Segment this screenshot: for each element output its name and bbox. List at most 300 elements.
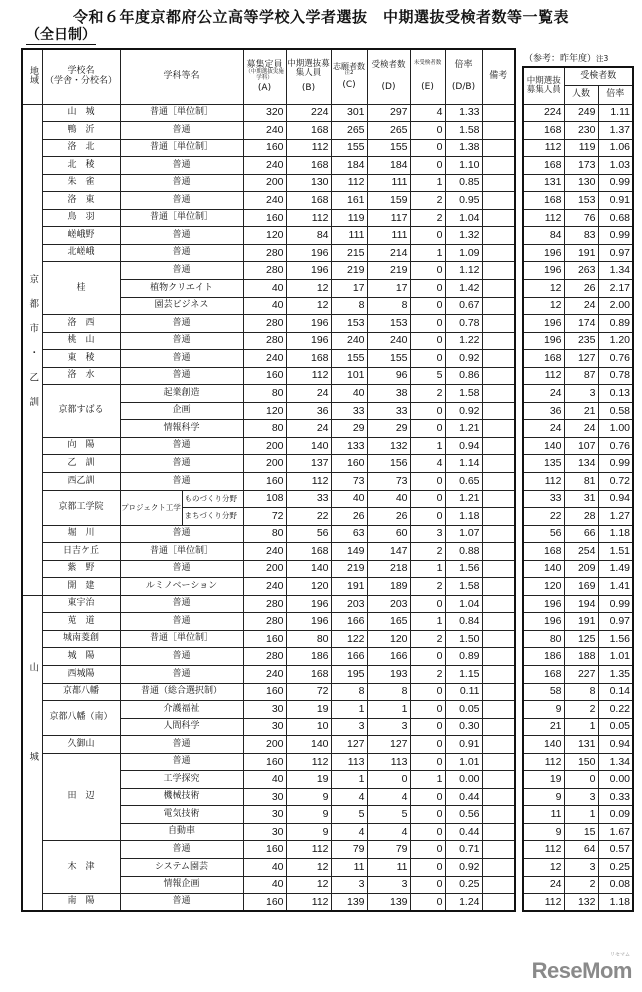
prev-quota: 11 bbox=[523, 806, 564, 824]
prev-count: 131 bbox=[564, 736, 598, 754]
notes-cell bbox=[482, 613, 515, 631]
prev-table-row bbox=[523, 841, 633, 859]
prev-count: 169 bbox=[564, 578, 598, 596]
cell-a: 160 bbox=[243, 630, 286, 648]
cell-c: 113 bbox=[331, 753, 367, 771]
prev-count: 134 bbox=[564, 455, 598, 473]
cell-a: 280 bbox=[243, 613, 286, 631]
prev-count: 174 bbox=[564, 315, 598, 333]
table-row bbox=[22, 192, 515, 210]
prev-ratio: 2.17 bbox=[598, 279, 633, 297]
prev-count: 24 bbox=[564, 420, 598, 438]
cell-a: 160 bbox=[243, 367, 286, 385]
table-row bbox=[22, 244, 515, 262]
prev-count: 153 bbox=[564, 192, 598, 210]
prev-quota: 196 bbox=[523, 315, 564, 333]
cell-e: 0 bbox=[410, 718, 445, 736]
cell-d: 297 bbox=[367, 104, 410, 122]
table-row bbox=[22, 595, 515, 613]
dept-name: 起業創造 bbox=[120, 385, 243, 403]
cell-b: 112 bbox=[286, 209, 331, 227]
table-row bbox=[22, 472, 515, 490]
cell-c: 301 bbox=[331, 104, 367, 122]
table-row bbox=[22, 104, 515, 122]
notes-cell bbox=[482, 315, 515, 333]
cell-b: 168 bbox=[286, 543, 331, 561]
prev-table-row bbox=[523, 648, 633, 666]
cell-c: 111 bbox=[331, 227, 367, 245]
cell-c: 203 bbox=[331, 595, 367, 613]
cell-e: 2 bbox=[410, 192, 445, 210]
cell-rate: 0.67 bbox=[445, 297, 482, 315]
cell-e: 1 bbox=[410, 244, 445, 262]
dept-name: 普通 bbox=[120, 736, 243, 754]
cell-b: 130 bbox=[286, 174, 331, 192]
prev-count: 130 bbox=[564, 174, 598, 192]
cell-c: 195 bbox=[331, 666, 367, 684]
prev-quota: 112 bbox=[523, 472, 564, 490]
cell-e: 0 bbox=[410, 876, 445, 894]
notes-cell bbox=[482, 841, 515, 859]
table-row bbox=[22, 367, 515, 385]
table-row bbox=[22, 455, 515, 473]
cell-b: 196 bbox=[286, 315, 331, 333]
prev-ratio: 0.78 bbox=[598, 367, 633, 385]
cell-d: 159 bbox=[367, 192, 410, 210]
prev-ratio: 0.72 bbox=[598, 472, 633, 490]
cell-b: 196 bbox=[286, 244, 331, 262]
cell-e: 4 bbox=[410, 104, 445, 122]
dept-name: 普通 bbox=[120, 666, 243, 684]
cell-d: 218 bbox=[367, 560, 410, 578]
cell-e: 1 bbox=[410, 613, 445, 631]
cell-d: 219 bbox=[367, 262, 410, 280]
table-row bbox=[22, 613, 515, 631]
notes-cell bbox=[482, 350, 515, 368]
prev-header-quota: 中期選抜募集人員 bbox=[523, 67, 564, 104]
notes-cell bbox=[482, 297, 515, 315]
cell-e: 0 bbox=[410, 595, 445, 613]
cell-d: 155 bbox=[367, 139, 410, 157]
cell-b: 137 bbox=[286, 455, 331, 473]
cell-c: 191 bbox=[331, 578, 367, 596]
cell-b: 24 bbox=[286, 385, 331, 403]
cell-c: 5 bbox=[331, 806, 367, 824]
cell-a: 30 bbox=[243, 788, 286, 806]
cell-rate: 1.07 bbox=[445, 525, 482, 543]
cell-c: 122 bbox=[331, 630, 367, 648]
prev-count: 263 bbox=[564, 262, 598, 280]
cell-c: 149 bbox=[331, 543, 367, 561]
prev-ratio: 1.18 bbox=[598, 525, 633, 543]
notes-cell bbox=[482, 823, 515, 841]
prev-table-row bbox=[523, 332, 633, 350]
cell-a: 40 bbox=[243, 859, 286, 877]
cell-d: 155 bbox=[367, 350, 410, 368]
prev-table-row bbox=[523, 244, 633, 262]
cell-a: 240 bbox=[243, 666, 286, 684]
prev-table-row bbox=[523, 279, 633, 297]
prev-quota: 224 bbox=[523, 104, 564, 122]
school-name: 嵯峨野 bbox=[42, 227, 120, 245]
prev-quota: 168 bbox=[523, 666, 564, 684]
cell-d: 11 bbox=[367, 859, 410, 877]
cell-c: 119 bbox=[331, 209, 367, 227]
cell-b: 22 bbox=[286, 508, 331, 526]
cell-a: 40 bbox=[243, 876, 286, 894]
table-row bbox=[22, 174, 515, 192]
cell-e: 0 bbox=[410, 350, 445, 368]
table-row bbox=[22, 578, 515, 596]
prev-count: 254 bbox=[564, 543, 598, 561]
prev-table-row bbox=[523, 227, 633, 245]
prev-table-row bbox=[523, 350, 633, 368]
prev-quota: 80 bbox=[523, 630, 564, 648]
cell-rate: 1.14 bbox=[445, 455, 482, 473]
cell-c: 127 bbox=[331, 736, 367, 754]
prev-ratio: 0.76 bbox=[598, 350, 633, 368]
prev-table-row bbox=[523, 753, 633, 771]
prev-table-row bbox=[523, 367, 633, 385]
cell-a: 280 bbox=[243, 315, 286, 333]
notes-cell bbox=[482, 560, 515, 578]
cell-d: 1 bbox=[367, 701, 410, 719]
prev-count: 3 bbox=[564, 788, 598, 806]
prev-ratio: 2.00 bbox=[598, 297, 633, 315]
prev-ratio: 0.99 bbox=[598, 174, 633, 192]
prev-table-row bbox=[523, 560, 633, 578]
dept-name: 普通 bbox=[120, 315, 243, 333]
school-name: 田 辺 bbox=[42, 753, 120, 841]
cell-e: 0 bbox=[410, 279, 445, 297]
prev-count: 2 bbox=[564, 701, 598, 719]
dept-name: 普通 bbox=[120, 595, 243, 613]
region-cell bbox=[22, 104, 42, 595]
dept-name: 普通 bbox=[120, 472, 243, 490]
prev-quota: 12 bbox=[523, 279, 564, 297]
table-row bbox=[22, 666, 515, 684]
cell-e: 0 bbox=[410, 139, 445, 157]
prev-table-row bbox=[523, 894, 633, 912]
cell-d: 38 bbox=[367, 385, 410, 403]
prev-table-row bbox=[523, 104, 633, 122]
school-name: 乙 訓 bbox=[42, 455, 120, 473]
cell-d: 26 bbox=[367, 508, 410, 526]
cell-a: 240 bbox=[243, 350, 286, 368]
prev-count: 76 bbox=[564, 209, 598, 227]
school-name: 洛 北 bbox=[42, 139, 120, 157]
prev-ratio: 0.13 bbox=[598, 385, 633, 403]
cell-b: 112 bbox=[286, 367, 331, 385]
cell-c: 112 bbox=[331, 174, 367, 192]
prev-ratio: 1.20 bbox=[598, 332, 633, 350]
cell-rate: 0.86 bbox=[445, 367, 482, 385]
cell-d: 153 bbox=[367, 315, 410, 333]
prev-table-row bbox=[523, 455, 633, 473]
cell-b: 24 bbox=[286, 420, 331, 438]
table-row bbox=[22, 841, 515, 859]
cell-c: 3 bbox=[331, 718, 367, 736]
dept-name: 機械技術 bbox=[120, 788, 243, 806]
header-capacity: 募集定員 （中期選抜実施学科） (A) bbox=[243, 49, 286, 104]
prev-table-row bbox=[523, 859, 633, 877]
prev-quota: 140 bbox=[523, 437, 564, 455]
cell-e: 2 bbox=[410, 543, 445, 561]
prev-ratio: 1.35 bbox=[598, 666, 633, 684]
notes-cell bbox=[482, 104, 515, 122]
cell-rate: 1.15 bbox=[445, 666, 482, 684]
cell-d: 29 bbox=[367, 420, 410, 438]
cell-a: 72 bbox=[243, 508, 286, 526]
prev-quota: 36 bbox=[523, 402, 564, 420]
cell-a: 80 bbox=[243, 420, 286, 438]
prev-quota: 12 bbox=[523, 859, 564, 877]
cell-c: 4 bbox=[331, 788, 367, 806]
prev-quota: 112 bbox=[523, 894, 564, 912]
cell-e: 0 bbox=[410, 683, 445, 701]
cell-b: 56 bbox=[286, 525, 331, 543]
cell-d: 111 bbox=[367, 174, 410, 192]
cell-c: 40 bbox=[331, 385, 367, 403]
header-examinees: 受検者数 (D) bbox=[367, 49, 410, 104]
notes-cell bbox=[482, 455, 515, 473]
cell-c: 240 bbox=[331, 332, 367, 350]
school-name: 堀 川 bbox=[42, 525, 120, 543]
cell-e: 0 bbox=[410, 508, 445, 526]
dept-name: 人間科学 bbox=[120, 718, 243, 736]
header-ratio: 倍率 (D/B) bbox=[445, 49, 482, 104]
cell-rate: 0.92 bbox=[445, 350, 482, 368]
cell-a: 200 bbox=[243, 736, 286, 754]
table-row bbox=[22, 227, 515, 245]
prev-count: 66 bbox=[564, 525, 598, 543]
cell-a: 120 bbox=[243, 402, 286, 420]
cell-rate: 1.58 bbox=[445, 122, 482, 140]
table-row bbox=[22, 122, 515, 140]
prev-quota: 120 bbox=[523, 578, 564, 596]
prev-quota: 196 bbox=[523, 262, 564, 280]
prev-header-examinees: 受検者数 bbox=[564, 67, 633, 86]
prev-quota: 9 bbox=[523, 823, 564, 841]
cell-rate: 0.92 bbox=[445, 859, 482, 877]
dept-name: 普通 bbox=[120, 174, 243, 192]
cell-e: 0 bbox=[410, 122, 445, 140]
cell-d: 127 bbox=[367, 736, 410, 754]
prev-table-row bbox=[523, 666, 633, 684]
cell-c: 101 bbox=[331, 367, 367, 385]
cell-b: 140 bbox=[286, 437, 331, 455]
cell-rate: 1.01 bbox=[445, 753, 482, 771]
table-row bbox=[22, 630, 515, 648]
cell-rate: 0.30 bbox=[445, 718, 482, 736]
prev-table-row bbox=[523, 209, 633, 227]
cell-e: 0 bbox=[410, 736, 445, 754]
region-label: 京都市・乙訓 bbox=[27, 274, 39, 422]
prev-ratio: 0.99 bbox=[598, 595, 633, 613]
prev-quota: 135 bbox=[523, 455, 564, 473]
dept-name: 普通 bbox=[120, 841, 243, 859]
prev-count: 173 bbox=[564, 157, 598, 175]
cell-a: 280 bbox=[243, 332, 286, 350]
cell-d: 113 bbox=[367, 753, 410, 771]
header-dept: 学科等名 bbox=[120, 49, 243, 104]
school-name: 城 陽 bbox=[42, 648, 120, 666]
prev-quota: 196 bbox=[523, 244, 564, 262]
prev-count: 125 bbox=[564, 630, 598, 648]
cell-a: 40 bbox=[243, 279, 286, 297]
cell-e: 0 bbox=[410, 402, 445, 420]
prev-count: 191 bbox=[564, 613, 598, 631]
dept-name: 普通 bbox=[120, 192, 243, 210]
cell-c: 161 bbox=[331, 192, 367, 210]
dept-name: 普通 bbox=[120, 437, 243, 455]
cell-rate: 0.00 bbox=[445, 771, 482, 789]
prev-ratio: 1.00 bbox=[598, 420, 633, 438]
prev-year-table bbox=[522, 66, 634, 912]
dept-name: 普通 bbox=[120, 613, 243, 631]
school-name: 東宇治 bbox=[42, 595, 120, 613]
cell-rate: 1.38 bbox=[445, 139, 482, 157]
cell-c: 26 bbox=[331, 508, 367, 526]
dept-name: 普通 bbox=[120, 560, 243, 578]
notes-cell bbox=[482, 174, 515, 192]
dept-name: 普通 bbox=[120, 525, 243, 543]
cell-c: 139 bbox=[331, 894, 367, 912]
prev-ratio: 0.94 bbox=[598, 736, 633, 754]
region-cell bbox=[22, 595, 42, 911]
prev-quota: 168 bbox=[523, 122, 564, 140]
cell-e: 0 bbox=[410, 753, 445, 771]
cell-b: 120 bbox=[286, 578, 331, 596]
dept-name: 普通［単位制］ bbox=[120, 209, 243, 227]
dept-name: 普通 bbox=[120, 894, 243, 912]
prev-ratio: 1.67 bbox=[598, 823, 633, 841]
notes-cell bbox=[482, 508, 515, 526]
prev-quota: 9 bbox=[523, 788, 564, 806]
prev-count: 31 bbox=[564, 490, 598, 508]
prev-table-row bbox=[523, 262, 633, 280]
cell-d: 214 bbox=[367, 244, 410, 262]
cell-a: 280 bbox=[243, 262, 286, 280]
cell-c: 4 bbox=[331, 823, 367, 841]
prev-count: 107 bbox=[564, 437, 598, 455]
cell-rate: 1.10 bbox=[445, 157, 482, 175]
dept-group: プロジェクト工学 bbox=[120, 490, 182, 525]
school-name: 久御山 bbox=[42, 736, 120, 754]
cell-c: 17 bbox=[331, 279, 367, 297]
cell-c: 73 bbox=[331, 472, 367, 490]
prev-quota: 140 bbox=[523, 560, 564, 578]
cell-b: 196 bbox=[286, 595, 331, 613]
dept-name: 普通 bbox=[120, 122, 243, 140]
cell-a: 200 bbox=[243, 455, 286, 473]
cell-rate: 0.71 bbox=[445, 841, 482, 859]
cell-d: 4 bbox=[367, 823, 410, 841]
dept-name: 普通 bbox=[120, 227, 243, 245]
prev-count: 1 bbox=[564, 718, 598, 736]
prev-table-row bbox=[523, 437, 633, 455]
cell-a: 280 bbox=[243, 648, 286, 666]
cell-d: 79 bbox=[367, 841, 410, 859]
prev-ratio: 0.97 bbox=[598, 244, 633, 262]
prev-quota: 112 bbox=[523, 753, 564, 771]
header-absent: 未受検者数 (E) bbox=[410, 49, 445, 104]
cell-b: 72 bbox=[286, 683, 331, 701]
dept-name: 普通 bbox=[120, 350, 243, 368]
prev-ratio: 1.06 bbox=[598, 139, 633, 157]
cell-a: 240 bbox=[243, 543, 286, 561]
prev-quota: 112 bbox=[523, 841, 564, 859]
prev-quota: 112 bbox=[523, 139, 564, 157]
prev-header-count: 人数 bbox=[564, 86, 598, 105]
school-name: 西乙訓 bbox=[42, 472, 120, 490]
prev-quota: 140 bbox=[523, 736, 564, 754]
cell-rate: 0.95 bbox=[445, 192, 482, 210]
prev-table-row bbox=[523, 595, 633, 613]
school-name: 木 津 bbox=[42, 841, 120, 894]
dept-name: 普通 bbox=[120, 648, 243, 666]
cell-a: 240 bbox=[243, 578, 286, 596]
cell-b: 196 bbox=[286, 262, 331, 280]
cell-rate: 0.88 bbox=[445, 543, 482, 561]
prev-quota: 21 bbox=[523, 718, 564, 736]
prev-quota: 186 bbox=[523, 648, 564, 666]
notes-cell bbox=[482, 332, 515, 350]
dept-name: 普通 bbox=[120, 455, 243, 473]
school-name: 鴨 沂 bbox=[42, 122, 120, 140]
cell-a: 30 bbox=[243, 806, 286, 824]
school-name: 朱 雀 bbox=[42, 174, 120, 192]
notes-cell bbox=[482, 718, 515, 736]
notes-cell bbox=[482, 244, 515, 262]
cell-rate: 0.91 bbox=[445, 736, 482, 754]
school-name: 日吉ケ丘 bbox=[42, 543, 120, 561]
cell-a: 160 bbox=[243, 753, 286, 771]
prev-ratio: 1.56 bbox=[598, 630, 633, 648]
dept-subfield: まちづくり分野 bbox=[182, 508, 243, 526]
prev-count: 28 bbox=[564, 508, 598, 526]
cell-c: 3 bbox=[331, 876, 367, 894]
cell-e: 3 bbox=[410, 525, 445, 543]
header-notes: 備考 bbox=[482, 49, 515, 104]
cell-rate: 1.21 bbox=[445, 490, 482, 508]
prev-quota: 112 bbox=[523, 367, 564, 385]
cell-d: 147 bbox=[367, 543, 410, 561]
cell-d: 111 bbox=[367, 227, 410, 245]
cell-b: 112 bbox=[286, 841, 331, 859]
prev-count: 21 bbox=[564, 402, 598, 420]
prev-count: 15 bbox=[564, 823, 598, 841]
school-name: 開 建 bbox=[42, 578, 120, 596]
cell-b: 10 bbox=[286, 718, 331, 736]
cell-b: 9 bbox=[286, 806, 331, 824]
table-row bbox=[22, 683, 515, 701]
notes-cell bbox=[482, 876, 515, 894]
prev-ratio: 1.34 bbox=[598, 262, 633, 280]
notes-cell bbox=[482, 525, 515, 543]
dept-name: 普通 bbox=[120, 244, 243, 262]
school-name: 北嵯峨 bbox=[42, 244, 120, 262]
prev-quota: 168 bbox=[523, 543, 564, 561]
prev-year-caption: （参考：昨年度）注3 bbox=[524, 54, 609, 64]
dept-name: 普通［単位制］ bbox=[120, 139, 243, 157]
cell-d: 4 bbox=[367, 788, 410, 806]
cell-b: 196 bbox=[286, 332, 331, 350]
notes-cell bbox=[482, 157, 515, 175]
notes-cell bbox=[482, 209, 515, 227]
cell-b: 140 bbox=[286, 736, 331, 754]
table-row bbox=[22, 648, 515, 666]
